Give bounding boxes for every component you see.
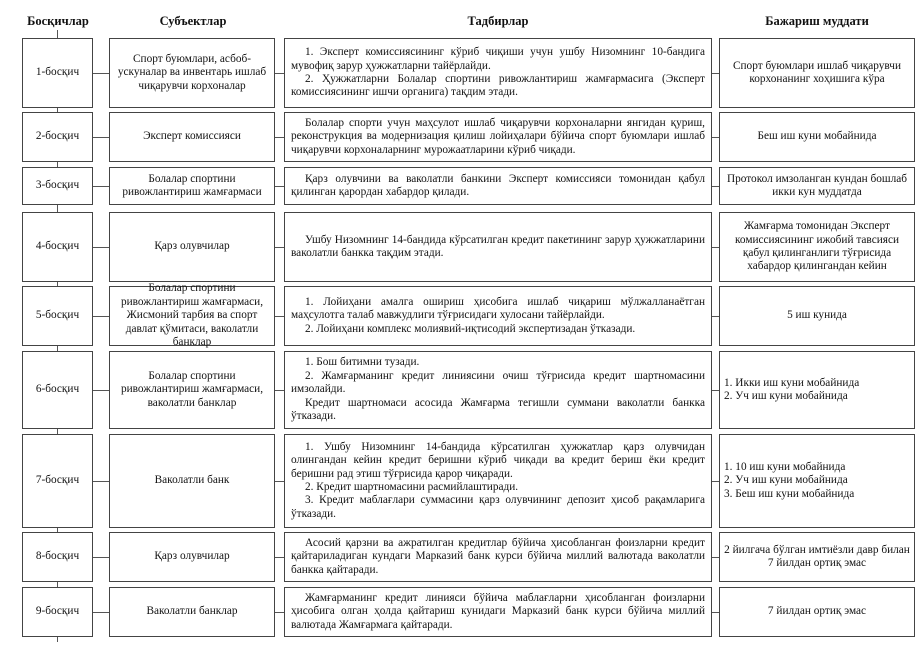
connector-stage-subject <box>93 247 109 248</box>
measures-box <box>284 587 712 637</box>
subject-box: Болалар спортини ривожлантириш жамғармаси, Жисмоний тарбия ва спорт давлат қўмитаси, ваколатли банклар <box>109 286 275 346</box>
deadline-text <box>768 605 866 618</box>
measure-item: Болалар спорти учун маҳсулот ишлаб чиқарувчи корхоналарни янгидан қуриш, реконструкция ва модернизация қилиш лойиҳалари бўйича спорт буюмлари ишлаб чиқарувчи корхоналарнинг мурожаатларини кўриб чиқади. <box>291 116 705 156</box>
stage-box: 7-босқич <box>22 434 93 528</box>
deadline-text <box>724 220 910 274</box>
connector-stage-subject <box>93 73 109 74</box>
measures-text <box>291 173 705 200</box>
measures-text <box>291 356 705 423</box>
deadline-item: 7 йилдан ортиқ эмас <box>767 605 867 618</box>
deadline-box <box>719 532 915 582</box>
subject-box: Спорт буюмлари, асбоб-ускуналар ва инвентарь ишлаб чиқарувчи корхоналар <box>109 38 275 108</box>
measures-box <box>284 38 712 108</box>
stage-box: 9-босқич <box>22 587 93 637</box>
subject-box: Эксперт комиссияси <box>109 112 275 162</box>
connector-subject-measures <box>275 612 284 613</box>
deadline-box <box>719 167 915 205</box>
deadline-box <box>719 351 915 429</box>
measures-box <box>284 532 712 582</box>
measure-item: 3. Кредит маблағлари суммасини қарз олувчининг депозит ҳисоб рақамларига ўтказади. <box>291 494 705 520</box>
subject-box: Ваколатли банк <box>109 434 275 528</box>
deadline-item: 1. 10 иш куни мобайнида <box>724 460 846 473</box>
deadline-text <box>724 377 859 404</box>
measures-text <box>291 592 705 632</box>
subject-box: Болалар спортини ривожлантириш жамғармаси <box>109 167 275 205</box>
connector-stage-subject <box>93 390 109 391</box>
deadline-text <box>758 130 877 143</box>
deadline-item: 2 йилгача бўлган имтиёзли давр билан 7 йилдан ортиқ эмас <box>724 543 910 569</box>
deadline-text <box>787 309 847 322</box>
subject-box: Қарз олувчилар <box>109 212 275 282</box>
deadline-text <box>724 60 910 87</box>
connector-measures-deadline <box>712 316 719 317</box>
deadline-text <box>724 461 854 501</box>
stage-box: 1-босқич <box>22 38 93 108</box>
connector-stage-subject <box>93 481 109 482</box>
connector-subject-measures <box>275 481 284 482</box>
deadline-item: Жамғарма томонидан Эксперт комиссиясининг ижобий тавсияси қабул қилинганлиги тўғрисида хабардор қилингандан кейин <box>734 220 900 273</box>
header-stages: Босқичлар <box>27 14 89 28</box>
measure-item: Қарз олувчини ва ваколатли банкини Эксперт комиссияси томонидан қабул қилинган қарордан хабардор қилади. <box>291 172 705 198</box>
measure-item: 2. Кредит шартномасини расмийлаштиради. <box>305 481 519 493</box>
measures-text <box>291 537 705 577</box>
connector-subject-measures <box>275 137 284 138</box>
header-subjects: Субъектлар <box>159 14 227 28</box>
connector-measures-deadline <box>712 390 719 391</box>
deadline-text <box>724 544 910 571</box>
deadline-item: 3. Беш иш куни мобайнида <box>724 487 855 500</box>
deadline-text <box>724 173 910 200</box>
measures-text <box>291 46 705 100</box>
stage-box: 8-босқич <box>22 532 93 582</box>
deadline-box <box>719 38 915 108</box>
connector-stage-subject <box>93 186 109 187</box>
connector-subject-measures <box>275 73 284 74</box>
stage-box: 2-босқич <box>22 112 93 162</box>
stage-box: 4-босқич <box>22 212 93 282</box>
connector-stage-subject <box>93 612 109 613</box>
deadline-box <box>719 112 915 162</box>
connector-stage-subject <box>93 557 109 558</box>
header-measures: Тадбирлар <box>467 14 529 28</box>
measures-box <box>284 351 712 429</box>
connector-measures-deadline <box>712 247 719 248</box>
measure-item: Жамғарманинг кредит линияси бўйича маблағларни ҳисобланган фоизларни ҳисобига олган ҳолда қайтариш кунидаги Марказий банк курси бўйича миллий валютада Жамғармага қайтаради. <box>291 591 705 631</box>
measures-text <box>291 117 705 157</box>
deadline-item: Протокол имзоланган кундан бошлаб икки кун муддатда <box>726 172 908 198</box>
measures-box <box>284 212 712 282</box>
deadline-box <box>719 587 915 637</box>
deadline-item: 1. Икки иш куни мобайнида <box>724 376 860 389</box>
deadline-box <box>719 434 915 528</box>
connector-measures-deadline <box>712 73 719 74</box>
deadline-item: 5 иш кунида <box>787 309 847 322</box>
connector-subject-measures <box>275 247 284 248</box>
deadline-item: 2. Уч иш куни мобайнида <box>724 390 848 402</box>
measure-item: 1. Лойиҳани амалга ошириш ҳисобига ишлаб чиқариш мўлжалланаётган маҳсулотга талаб мавжудлиги тўғрисидаги хулосани тайёрлайди. <box>291 295 705 322</box>
measure-item: Ушбу Низомнинг 14-бандида кўрсатилган кредит пакетининг зарур ҳужжатларини ваколатли банкка тақдим этади. <box>291 233 705 259</box>
measure-item: 1. Бош битимни тузади. <box>305 356 420 369</box>
measure-item: 1. Эксперт комиссиясининг кўриб чиқиши учун ушбу Низомнинг 10-бандига мувофиқ зарур ҳужжатларни тайёрлайди. <box>291 46 705 72</box>
measure-item: 2. Жамғарманинг кредит линиясини очиш тўғрисида кредит шартномасини имзолайди. <box>291 369 705 396</box>
measures-box <box>284 167 712 205</box>
connector-measures-deadline <box>712 186 719 187</box>
measures-box <box>284 112 712 162</box>
measures-text <box>291 296 705 336</box>
deadline-box <box>719 212 915 282</box>
stage-box: 3-босқич <box>22 167 93 205</box>
deadline-item: Беш иш куни мобайнида <box>757 130 877 143</box>
connector-stage-subject <box>93 137 109 138</box>
measure-item: 1. Ушбу Низомнинг 14-бандида кўрсатилган ҳужжатлар қарз олувчидан олингандан кейин кредит беришни кўриб чиқади ва кредит бериш ёки кредит беришни рад этиш тўғрисида қарор чиқаради. <box>291 440 705 480</box>
connector-measures-deadline <box>712 137 719 138</box>
measure-item: 2. Лойиҳани комплекс молиявий-иқтисодий экспертизадан ўтказади. <box>305 322 636 335</box>
deadline-item: Спорт буюмлари ишлаб чиқарувчи корхонанинг хоҳишига кўра <box>732 59 902 85</box>
stage-box: 6-босқич <box>22 351 93 429</box>
connector-measures-deadline <box>712 557 719 558</box>
measures-box <box>284 434 712 528</box>
connector-subject-measures <box>275 557 284 558</box>
measures-box <box>284 286 712 346</box>
measure-item: 2. Ҳужжатларни Болалар спортини ривожлантириш жамғармасига (Эксперт комиссиясининг ишчи органига) тақдим этади. <box>291 73 705 99</box>
deadline-box <box>719 286 915 346</box>
connector-subject-measures <box>275 186 284 187</box>
measures-text <box>291 234 705 261</box>
connector-subject-measures <box>275 316 284 317</box>
stage-box: 5-босқич <box>22 286 93 346</box>
measure-item: Кредит шартномаси асосида Жамғарма тегишли суммани ваколатли банкка ўтказади. <box>291 396 705 423</box>
connector-measures-deadline <box>712 612 719 613</box>
connector-measures-deadline <box>712 481 719 482</box>
connector-subject-measures <box>275 390 284 391</box>
subject-box: Ваколатли банклар <box>109 587 275 637</box>
subject-box: Қарз олувчилар <box>109 532 275 582</box>
header-deadline: Бажариш муддати <box>765 14 869 28</box>
connector-stage-subject <box>93 316 109 317</box>
measure-item: Асосий қарзни ва ажратилган кредитлар бўйича ҳисобланган фоизларни кредит қайтариладиган кундаги Марказий банк курси бўйича миллий валютада ваколатли банкка қайтаради. <box>291 536 705 576</box>
subject-box: Болалар спортини ривожлантириш жамғармаси, ваколатли банклар <box>109 351 275 429</box>
measures-text <box>291 441 705 521</box>
deadline-item: 2. Уч иш куни мобайнида <box>724 474 848 487</box>
